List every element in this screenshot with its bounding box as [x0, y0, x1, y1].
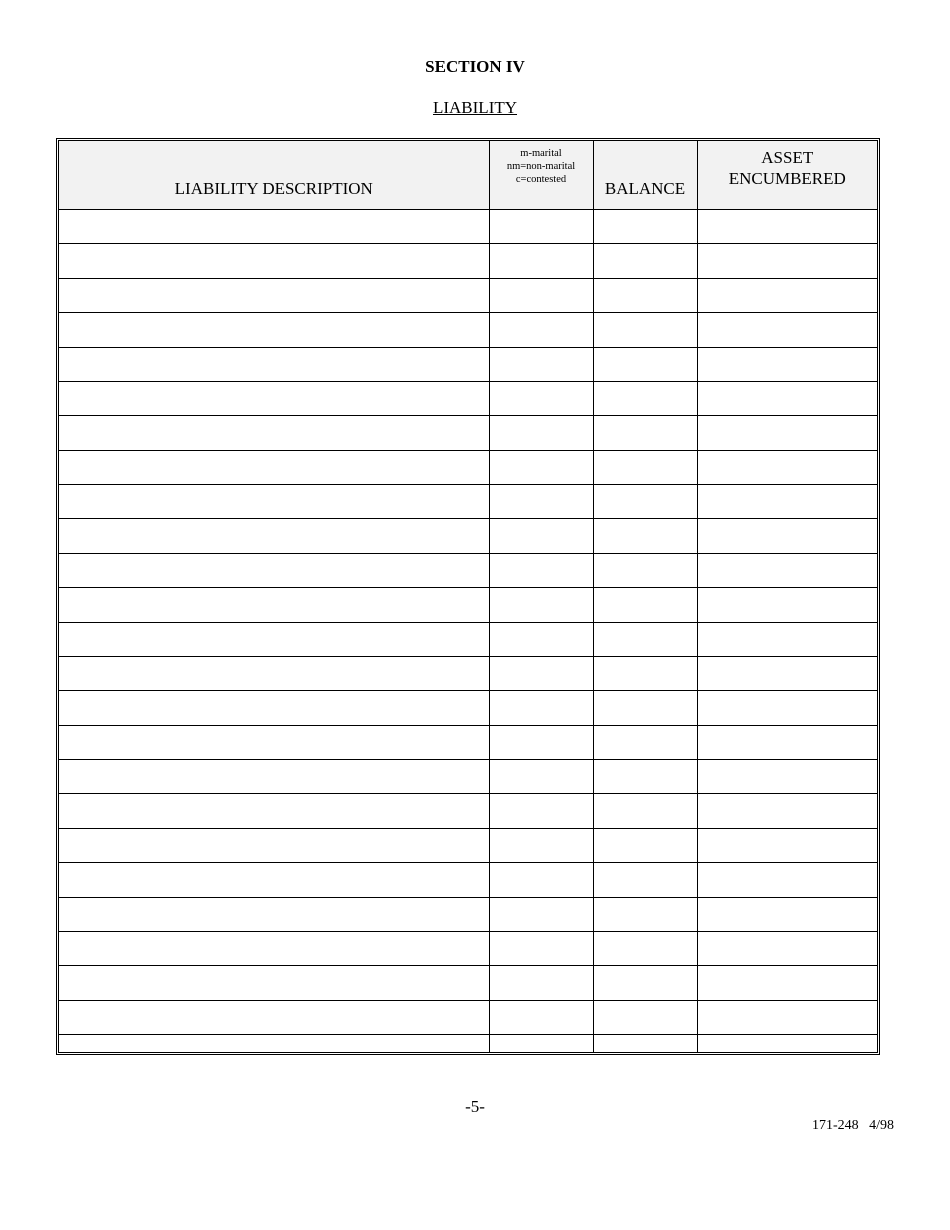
description-cell[interactable] — [59, 656, 489, 690]
table-row — [59, 828, 877, 862]
table-row — [59, 450, 877, 484]
asset-header-line-1: ASSET — [761, 148, 814, 167]
table-row — [59, 1000, 877, 1034]
balance-cell[interactable] — [593, 931, 697, 965]
description-cell[interactable] — [59, 519, 489, 553]
table-row — [59, 347, 877, 381]
description-cell[interactable] — [59, 553, 489, 587]
description-cell[interactable] — [59, 210, 489, 244]
balance-cell[interactable] — [593, 966, 697, 1000]
description-cell[interactable] — [59, 760, 489, 794]
type-cell[interactable] — [489, 760, 593, 794]
balance-cell[interactable] — [593, 691, 697, 725]
type-cell[interactable] — [489, 863, 593, 897]
asset-cell[interactable] — [697, 760, 877, 794]
table-row — [59, 519, 877, 553]
balance-cell[interactable] — [593, 210, 697, 244]
balance-cell[interactable] — [593, 656, 697, 690]
asset-cell[interactable] — [697, 244, 877, 278]
column-header-asset-encumbered — [697, 141, 877, 210]
asset-cell[interactable] — [697, 656, 877, 690]
asset-cell[interactable] — [697, 794, 877, 828]
description-cell[interactable] — [59, 416, 489, 450]
table-body — [59, 210, 877, 1053]
balance-cell[interactable] — [593, 1000, 697, 1034]
type-cell[interactable] — [489, 1035, 593, 1053]
type-cell[interactable] — [489, 828, 593, 862]
asset-cell[interactable] — [697, 416, 877, 450]
description-cell[interactable] — [59, 622, 489, 656]
description-cell[interactable] — [59, 313, 489, 347]
liability-table-frame — [56, 138, 880, 1055]
type-cell[interactable] — [489, 450, 593, 484]
balance-cell[interactable] — [593, 313, 697, 347]
description-cell[interactable] — [59, 691, 489, 725]
column-header-description: LIABILITY DESCRIPTION — [59, 141, 489, 210]
balance-cell[interactable] — [593, 553, 697, 587]
table-row — [59, 863, 877, 897]
column-header-type-legend — [489, 141, 593, 210]
description-cell[interactable] — [59, 1000, 489, 1034]
balance-cell[interactable] — [593, 828, 697, 862]
asset-cell[interactable] — [697, 347, 877, 381]
balance-cell[interactable] — [593, 863, 697, 897]
asset-cell[interactable] — [697, 278, 877, 312]
asset-cell[interactable] — [697, 622, 877, 656]
page-number: -5- — [465, 1097, 485, 1116]
type-cell[interactable] — [489, 794, 593, 828]
asset-cell[interactable] — [697, 450, 877, 484]
type-cell[interactable] — [489, 485, 593, 519]
description-cell[interactable] — [59, 828, 489, 862]
balance-cell[interactable] — [593, 725, 697, 759]
type-cell[interactable] — [489, 725, 593, 759]
type-cell[interactable] — [489, 416, 593, 450]
table-row — [59, 210, 877, 244]
type-cell[interactable] — [489, 931, 593, 965]
asset-cell[interactable] — [697, 588, 877, 622]
balance-cell[interactable] — [593, 519, 697, 553]
description-cell[interactable] — [59, 897, 489, 931]
description-cell[interactable] — [59, 450, 489, 484]
balance-cell[interactable] — [593, 622, 697, 656]
balance-cell[interactable] — [593, 244, 697, 278]
asset-cell[interactable] — [697, 931, 877, 965]
type-cell[interactable] — [489, 519, 593, 553]
table-row — [59, 897, 877, 931]
asset-cell[interactable] — [697, 485, 877, 519]
balance-cell[interactable] — [593, 897, 697, 931]
type-cell[interactable] — [489, 588, 593, 622]
type-cell[interactable] — [489, 691, 593, 725]
description-cell[interactable] — [59, 278, 489, 312]
type-cell[interactable] — [489, 1000, 593, 1034]
asset-cell[interactable] — [697, 313, 877, 347]
liability-table — [59, 141, 877, 1052]
type-cell[interactable] — [489, 313, 593, 347]
asset-cell[interactable] — [697, 1000, 877, 1034]
form-code: 171-248 4/98 — [811, 1118, 894, 1133]
table-row — [59, 553, 877, 587]
description-cell[interactable] — [59, 966, 489, 1000]
asset-cell[interactable] — [697, 828, 877, 862]
asset-cell[interactable] — [697, 381, 877, 415]
page-title: LIABILITY — [432, 98, 518, 117]
description-cell[interactable] — [59, 794, 489, 828]
description-cell[interactable] — [59, 485, 489, 519]
balance-cell[interactable] — [593, 794, 697, 828]
table-row — [59, 656, 877, 690]
type-cell[interactable] — [489, 210, 593, 244]
type-cell[interactable] — [489, 381, 593, 415]
balance-cell[interactable] — [593, 347, 697, 381]
table-row — [59, 622, 877, 656]
asset-cell[interactable] — [697, 691, 877, 725]
type-cell[interactable] — [489, 553, 593, 587]
table-row — [59, 691, 877, 725]
description-cell[interactable] — [59, 588, 489, 622]
asset-cell[interactable] — [697, 897, 877, 931]
asset-cell[interactable] — [697, 725, 877, 759]
balance-cell[interactable] — [593, 416, 697, 450]
table-row — [59, 760, 877, 794]
asset-cell[interactable] — [697, 863, 877, 897]
asset-cell[interactable] — [697, 1035, 877, 1053]
section-title: SECTION IV — [425, 57, 525, 76]
type-cell[interactable] — [489, 278, 593, 312]
balance-cell[interactable] — [593, 485, 697, 519]
balance-cell[interactable] — [593, 1035, 697, 1053]
type-cell[interactable] — [489, 966, 593, 1000]
balance-cell[interactable] — [593, 588, 697, 622]
table-row — [59, 588, 877, 622]
column-header-balance: BALANCE — [593, 141, 697, 210]
description-cell[interactable] — [59, 863, 489, 897]
description-cell[interactable] — [59, 244, 489, 278]
balance-cell[interactable] — [593, 278, 697, 312]
asset-cell[interactable] — [697, 519, 877, 553]
table-row — [59, 966, 877, 1000]
table-row — [59, 1035, 877, 1053]
balance-cell[interactable] — [593, 381, 697, 415]
table-row — [59, 244, 877, 278]
type-cell[interactable] — [489, 622, 593, 656]
table-header-row — [59, 141, 877, 210]
type-cell[interactable] — [489, 656, 593, 690]
asset-cell[interactable] — [697, 966, 877, 1000]
table-row — [59, 381, 877, 415]
asset-cell[interactable] — [697, 210, 877, 244]
description-cell[interactable] — [59, 931, 489, 965]
description-cell[interactable] — [59, 381, 489, 415]
balance-cell[interactable] — [593, 760, 697, 794]
asset-cell[interactable] — [697, 553, 877, 587]
description-cell[interactable] — [59, 725, 489, 759]
table-row — [59, 278, 877, 312]
asset-header-line-2: ENCUMBERED — [728, 169, 846, 188]
table-row — [59, 485, 877, 519]
description-cell[interactable] — [59, 1035, 489, 1053]
type-cell[interactable] — [489, 244, 593, 278]
description-cell[interactable] — [59, 347, 489, 381]
table-row — [59, 725, 877, 759]
balance-cell[interactable] — [593, 450, 697, 484]
legend-non-marital: nm=non-marital — [506, 161, 576, 172]
legend-marital: m-marital — [520, 148, 562, 159]
type-cell[interactable] — [489, 347, 593, 381]
type-cell[interactable] — [489, 897, 593, 931]
table-row — [59, 416, 877, 450]
table-row — [59, 794, 877, 828]
legend-contested: c=contested — [515, 174, 567, 185]
table-row — [59, 931, 877, 965]
table-row — [59, 313, 877, 347]
